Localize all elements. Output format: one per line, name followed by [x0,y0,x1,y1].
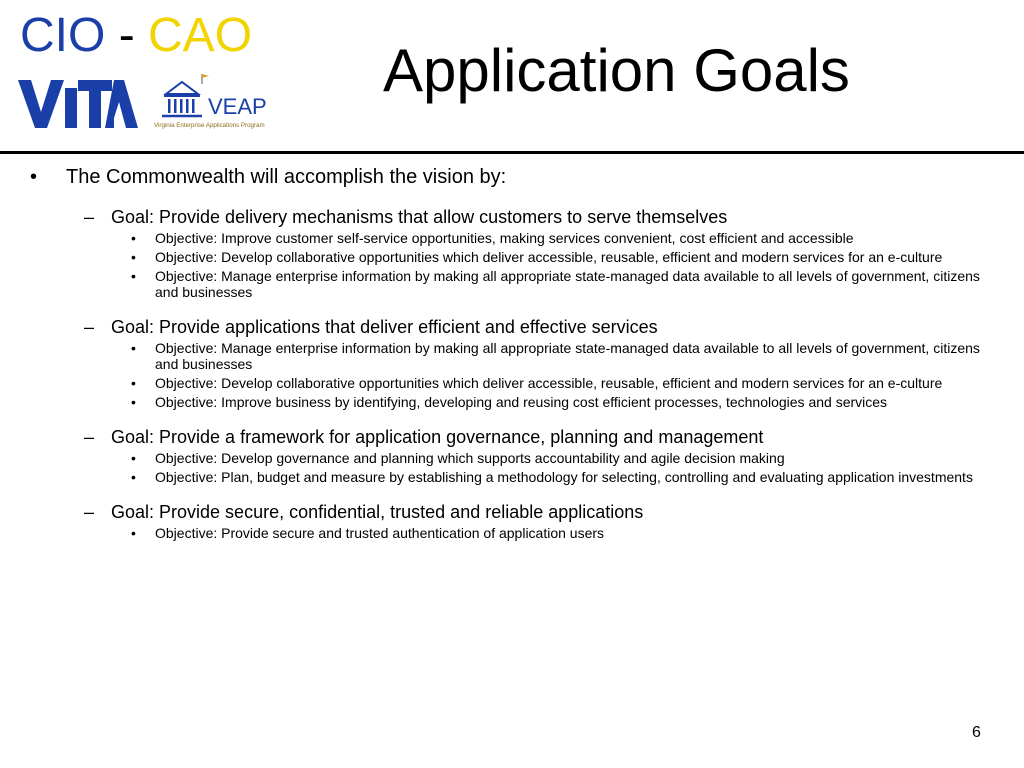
objective-item [0,525,1024,541]
objective-text: Objective: Develop collaborative opportunities which deliver accessible, reusable, efficient and modern services for an e-culture [155,375,943,391]
brand-cio: CIO [20,9,106,62]
goal-item [0,316,1024,410]
bullet-icon: • [131,230,136,246]
objective-item [0,375,1024,391]
veap-subtitle: Virginia Enterprise Applications Program [154,122,265,129]
objective-text: Objective: Manage enterprise information by making all appropriate state-managed data available to all levels of government, citizens and businesses [155,268,980,300]
objective-list [0,525,1024,541]
objective-item [0,268,1024,300]
veap-logo [150,72,300,130]
goal-item [0,501,1024,541]
slide-body [0,164,1024,544]
bullet-icon: • [131,375,136,391]
bullet-icon: • [131,268,136,284]
objective-text: Objective: Improve business by identifying, developing and reusing cost efficient processes, technologies and services [155,394,888,410]
objective-item [0,469,1024,485]
bullet-icon: • [131,450,136,466]
dash-marker: – [84,427,95,447]
bullet-icon: • [131,525,136,541]
objective-list [0,450,1024,485]
bullet-icon: • [131,469,136,485]
objective-text: Objective: Provide secure and trusted authentication of application users [155,525,605,541]
vita-logo [18,80,138,128]
goal-label: Goal: Provide delivery mechanisms that allow customers to serve themselves [111,207,728,227]
goal-heading [0,316,1024,338]
objective-text: Objective: Develop governance and planning which supports accountability and agile decision making [155,450,785,466]
intro-text: The Commonwealth will accomplish the vision by: [66,166,507,188]
dash-marker: – [84,502,95,522]
objective-text: Objective: Develop collaborative opportunities which deliver accessible, reusable, efficient and modern services for an e-culture [155,249,943,265]
brand-cao: CAO [148,9,253,62]
objective-list [0,340,1024,410]
bullet-icon: • [131,340,136,356]
slide-title: Application Goals [383,37,850,104]
objective-item [0,394,1024,410]
brand-separator: - [118,9,135,62]
goal-label: Goal: Provide applications that deliver efficient and effective services [111,317,658,337]
objective-list [0,230,1024,300]
intro-bullet [0,164,1024,190]
dash-marker: – [84,317,95,337]
dash-marker: – [84,207,95,227]
bullet-icon: • [131,249,136,265]
objective-item [0,450,1024,466]
veap-wordmark: VEAP [208,94,267,119]
goal-heading [0,426,1024,448]
cio-cao-brand [20,8,252,64]
title-divider [0,151,1024,154]
objective-text: Objective: Plan, budget and measure by establishing a methodology for selecting, controlling and evaluating application investments [155,469,973,485]
goals-list [0,206,1024,541]
objective-text: Objective: Improve customer self-service opportunities, making services convenient, cost efficient and accessible [155,230,854,246]
goal-label: Goal: Provide a framework for application governance, planning and management [111,427,764,447]
goal-heading [0,206,1024,228]
bullet-icon: • [131,394,136,410]
goal-heading [0,501,1024,523]
bullet-icon: • [30,166,38,188]
objective-text: Objective: Manage enterprise information by making all appropriate state-managed data available to all levels of government, citizens and businesses [155,340,980,372]
goal-item [0,206,1024,300]
objective-item [0,249,1024,265]
page-number: 6 [972,724,981,741]
goal-item [0,426,1024,485]
objective-item [0,230,1024,246]
objective-item [0,340,1024,372]
goal-label: Goal: Provide secure, confidential, trusted and reliable applications [111,502,644,522]
